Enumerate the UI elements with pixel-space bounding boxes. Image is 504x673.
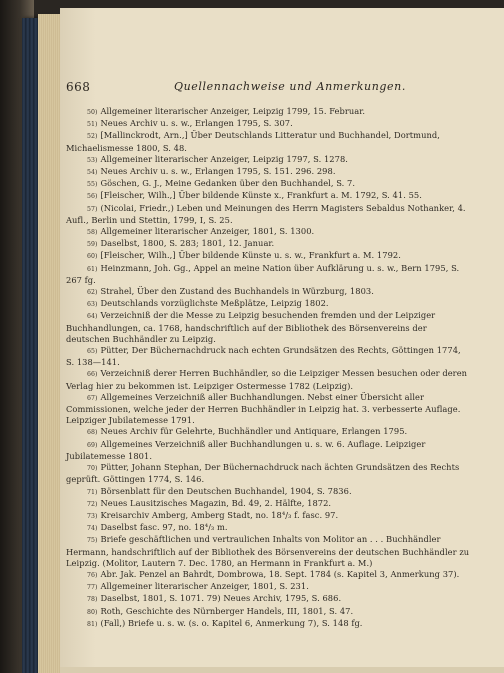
note-text: Roth, Geschichte des Nürnberger Handels, III, 1801, S. 47. [100, 605, 354, 616]
note-number: 62) [87, 289, 98, 297]
note-text: (Fall,) Briefe u. s. w. (s. o. Kapitel 6, Anmerkung 7), S. 148 fg. [100, 617, 363, 628]
note-text: Heinzmann, Joh. Gg., Appel an meine Nation über Aufklärung u. s. w., Bern 1795, S. 267 fg. [66, 262, 460, 285]
note-text: Daselbst fasc. 97, no. 18⁴/₃ m. [100, 522, 228, 533]
note-text: Allgemeiner literarischer Anzeiger, Leipzig 1797, S. 1278. [100, 153, 348, 164]
note-text: [Mallinckrodt, Arn.,] Über Deutschlands Litteratur und Buchhandel, Dortmund, Michaelismesse 1800, S. 48. [66, 130, 440, 153]
note-entry [66, 298, 470, 310]
note-number: 53) [87, 156, 98, 164]
note-text: Deutschlands vorzüglichste Meßplätze, Leipzig 1802. [100, 298, 329, 309]
note-number: 74) [87, 525, 98, 533]
note-text: Allgemeiner literarischer Anzeiger, 1801, S. 1300. [100, 226, 315, 237]
note-text: Allgemeiner literarischer Anzeiger, Leipzig 1799, 15. Februar. [100, 106, 366, 116]
note-number: 78) [87, 596, 98, 604]
note-number: 51) [87, 121, 98, 129]
note-text: Neues Archiv für Gelehrte, Buchhändler und Antiquare, Erlangen 1795. [100, 426, 408, 437]
note-entry [66, 250, 470, 262]
note-text: Neues Archiv u. s. w., Erlangen 1795, S. 151. 296. 298. [100, 166, 336, 177]
note-text: Allgemeiner literarischer Anzeiger, 1801, S. 231. [100, 581, 309, 592]
note-text: Allgemeines Verzeichniß aller Buchhandlungen u. s. w. 6. Auflage. Leipziger Jubilatemesse 1801. [66, 438, 426, 461]
page [60, 8, 504, 673]
note-entry [66, 203, 470, 226]
page-header [66, 80, 486, 98]
note-number: 58) [87, 229, 98, 237]
note-entry [66, 581, 470, 593]
note-entry [66, 178, 470, 190]
note-text: Börsenblatt für den Deutschen Buchhandel, 1904, S. 7836. [100, 485, 352, 496]
note-text: Verzeichniß derer Herren Buchhändler, so die Leipziger Messen besuchen oder deren Verlag hier zu bekommen ist. Leipziger Ostermesse 1782 (Leipzig). [66, 368, 468, 391]
note-number: 67) [87, 394, 98, 402]
page-number: 668 [66, 80, 91, 94]
note-number: 69) [87, 441, 98, 449]
note-text: Göschen, G. J., Meine Gedanken über den Buchhandel, S. 7. [100, 178, 356, 189]
note-entry [66, 106, 470, 118]
note-entry [66, 510, 470, 522]
note-text: Daselbst, 1801, S. 1071. 79) Neues Archiv, 1795, S. 686. [100, 593, 342, 604]
running-title: Quellennachweise und Anmerkungen. [174, 80, 406, 93]
notes-list [66, 106, 470, 630]
note-number: 70) [87, 465, 98, 473]
note-entry [66, 392, 470, 427]
note-text: Kreisarchiv Amberg, Amberg Stadt, no. 18⁴/₃ f. fasc. 97. [100, 509, 339, 520]
note-entry [66, 226, 470, 238]
note-number: 60) [87, 253, 98, 261]
note-text: Strahel, Über den Zustand des Buchhandels in Würzburg, 1803. [100, 286, 374, 297]
note-entry [66, 486, 470, 498]
note-text: Verzeichniß der die Messe zu Leipzig besuchenden fremden und der Leipziger Buchhandlungen, ca. 1768, handschriftlich auf der Bibliothek des Börsenvereins der deutschen Buchhändler zu Leipzig. [66, 310, 436, 344]
note-entry [66, 190, 470, 202]
note-text: Neues Lausitzisches Magazin, Bd. 49, 2. Hälfte, 1872. [100, 497, 332, 508]
note-number: 55) [87, 181, 98, 189]
note-number: 68) [87, 429, 98, 437]
note-number: 64) [87, 313, 98, 321]
note-entry [66, 154, 470, 166]
page-bottom-edge [60, 667, 504, 673]
note-entry [66, 593, 470, 605]
note-entry [66, 130, 470, 153]
note-number: 63) [87, 301, 98, 309]
note-entry [66, 522, 470, 534]
note-entry [66, 368, 470, 391]
note-number: 57) [87, 205, 98, 213]
note-text: Abr. Jak. Penzel an Bahrdt, Dombrowa, 18. Sept. 1784 (s. Kapitel 3, Anmerkung 37). [100, 568, 460, 579]
note-number: 61) [87, 265, 98, 273]
note-number: 77) [87, 584, 98, 592]
note-number: 54) [87, 169, 98, 177]
note-entry [66, 439, 470, 462]
note-number: 59) [87, 241, 98, 249]
note-entry [66, 498, 470, 510]
note-text: Daselbst, 1800, S. 283; 1801, 12. Januar. [100, 238, 275, 249]
note-number: 76) [87, 571, 98, 579]
note-entry [66, 166, 470, 178]
note-entry [66, 534, 470, 569]
note-number: 65) [87, 348, 98, 356]
note-entry [66, 263, 470, 286]
note-entry [66, 569, 470, 581]
note-entry [66, 118, 470, 130]
note-entry [66, 462, 470, 485]
note-entry [66, 286, 470, 298]
note-number: 50) [87, 109, 98, 116]
note-entry [66, 345, 470, 368]
note-text: Pütter, Der Büchernachdruck nach echten Grundsätzen des Rechts, Göttingen 1774, S. 138—141. [66, 345, 461, 368]
note-number: 56) [87, 193, 98, 201]
note-text: Pütter, Johann Stephan, Der Büchernachdruck nach ächten Grundsätzen des Rechts geprüft. Göttingen 1774, S. 146. [66, 462, 460, 485]
note-text: (Nicolai, Friedr.,) Leben und Meinungen des Herrn Magisters Sebaldus Nothanker, 4. Aufl., Berlin und Stettin, 1799, I, S. 25. [66, 202, 466, 225]
note-number: 73) [87, 512, 98, 520]
note-text: [Fleischer, Wilh.,] Über bildende Künste u. s. w., Frankfurt a. M. 1792. [100, 250, 401, 261]
note-text: [Fleischer, Wilh.,] Über bildende Künste x., Frankfurt a. M. 1792, S. 41. 55. [100, 190, 422, 201]
note-number: 72) [87, 500, 98, 508]
note-entry [66, 426, 470, 438]
note-text: Briefe geschäftlichen und vertraulichen Inhalts von Molitor an . . . Buchhändler Hermann, handschriftlich auf der Bibliothek des Börsenvereins der deutschen Buchhändler zu Leipzig. (Molitor, Lautern 7. Dec. 1780, an Hermann in Frankfurt a. M.) [66, 534, 470, 568]
note-number: 52) [87, 133, 98, 141]
note-text: Allgemeines Verzeichniß aller Buchhandlungen. Nebst einer Übersicht aller Commissionen, welche jeder der Herren Buchhändler in Leipzig hat. 3. verbesserte Auflage. Leipziger Jubilatemesse 1791. [66, 391, 461, 426]
note-number: 81) [87, 620, 98, 628]
note-number: 66) [87, 371, 98, 379]
note-number: 71) [87, 488, 98, 496]
note-entry [66, 310, 470, 345]
note-number: 80) [87, 608, 98, 616]
note-entry [66, 618, 470, 630]
note-number: 75) [87, 537, 98, 545]
note-text: Neues Archiv u. s. w., Erlangen 1795, S. 307. [100, 118, 293, 129]
note-entry [66, 606, 470, 618]
note-entry [66, 238, 470, 250]
